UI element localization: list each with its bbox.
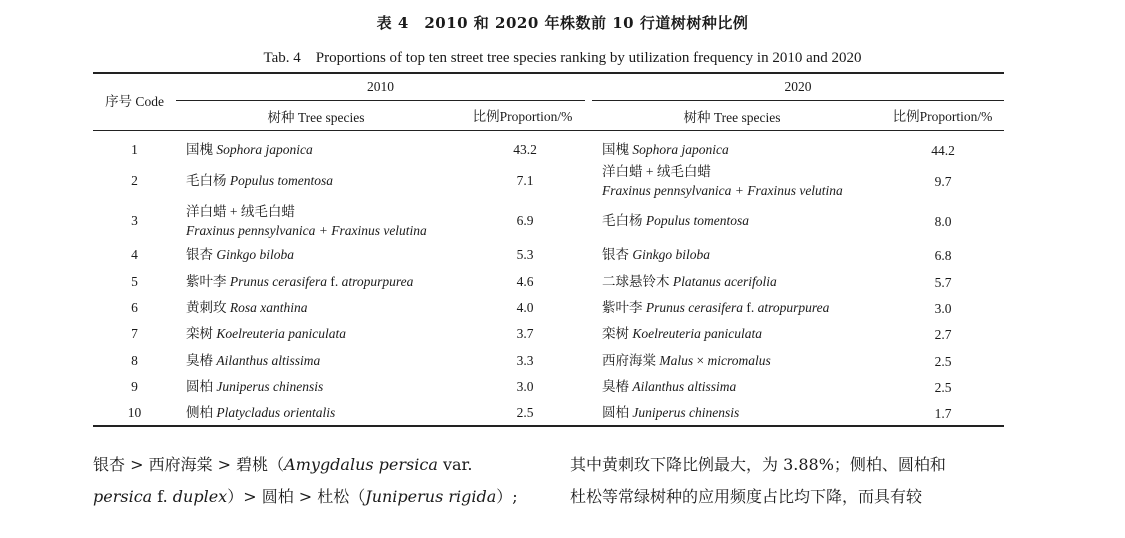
proportion-2020: 1.7 bbox=[934, 406, 952, 421]
species-2020: 二球悬铃木 Platanus acerifolia bbox=[602, 274, 777, 289]
body-right-line-2: 杜松等常绿树种的应用频度占比均下降，而具有较 bbox=[570, 487, 923, 506]
species-2010: 栾树 Koelreuteria paniculata bbox=[186, 326, 346, 341]
row-code: 7 bbox=[131, 326, 138, 341]
species-2020: 栾树 Koelreuteria paniculata bbox=[602, 326, 762, 341]
species-2020: 圆柏 Juniperus chinensis bbox=[602, 405, 740, 420]
species-2010-latin: Fraxinus pennsylvanica + Fraxinus velutina bbox=[186, 223, 427, 238]
bottom-rule bbox=[93, 425, 1004, 427]
row-code: 6 bbox=[131, 300, 138, 315]
species-2010: 紫叶李 Prunus cerasifera f. atropurpurea bbox=[186, 274, 414, 289]
header-year-2020: 2020 bbox=[784, 79, 812, 94]
proportion-2010: 3.7 bbox=[516, 326, 534, 341]
species-2010: 国槐 Sophora japonica bbox=[186, 142, 313, 157]
row-code: 2 bbox=[131, 173, 138, 188]
species-2020-latin: Fraxinus pennsylvanica + Fraxinus velutina bbox=[602, 183, 843, 198]
species-2020: 银杏 Ginkgo biloba bbox=[602, 247, 710, 262]
table-title-en: Tab. 4 Proportions of top ten street tree species ranking by utilization frequency in 2010 and 2020 bbox=[263, 50, 862, 66]
species-2020: 臭椿 Ailanthus altissima bbox=[602, 379, 737, 394]
proportion-2010: 3.0 bbox=[516, 379, 534, 394]
row-code: 10 bbox=[127, 405, 142, 420]
top-rule bbox=[93, 72, 1004, 74]
proportion-2010: 2.5 bbox=[516, 405, 534, 420]
row-code: 5 bbox=[131, 274, 138, 289]
species-2020-cn: 洋白蜡 + 绒毛白蜡 bbox=[602, 164, 711, 179]
row-code: 1 bbox=[131, 142, 138, 157]
species-2010: 毛白杨 Populus tomentosa bbox=[186, 173, 333, 188]
species-2010: 侧柏 Platycladus orientalis bbox=[186, 405, 336, 420]
proportion-2020: 3.0 bbox=[934, 301, 952, 316]
species-2020: 毛白杨 Populus tomentosa bbox=[602, 213, 749, 228]
proportion-2020: 9.7 bbox=[934, 174, 952, 189]
species-2010: 黄刺玫 Rosa xanthina bbox=[186, 300, 308, 315]
header-species-2010: 树种 Tree species bbox=[267, 110, 365, 125]
proportion-2010: 4.0 bbox=[516, 300, 534, 315]
body-left-line-1: 银杏 > 西府海棠 > 碧桃（Amygdalus persica var. bbox=[93, 455, 473, 474]
species-2010-cn: 洋白蜡 + 绒毛白蜡 bbox=[186, 204, 295, 219]
header-code: 序号 Code bbox=[105, 94, 164, 109]
species-2020: 紫叶李 Prunus cerasifera f. atropurpurea bbox=[602, 300, 830, 315]
proportion-2020: 2.5 bbox=[934, 380, 952, 395]
proportion-2020: 44.2 bbox=[931, 143, 955, 158]
proportion-2020: 2.7 bbox=[934, 327, 952, 342]
proportion-2010: 4.6 bbox=[516, 274, 534, 289]
header-species-2020: 树种 Tree species bbox=[683, 110, 781, 125]
body-right-line-1: 其中黄刺玫下降比例最大，为 3.88%；侧柏、圆柏和 bbox=[570, 455, 946, 474]
proportion-2020: 6.8 bbox=[934, 248, 952, 263]
year-rule-2010 bbox=[176, 100, 585, 101]
proportion-2010: 3.3 bbox=[516, 353, 534, 368]
proportion-2010: 5.3 bbox=[516, 247, 534, 262]
row-code: 9 bbox=[131, 379, 138, 394]
header-year-2010: 2010 bbox=[367, 79, 394, 94]
species-2020: 西府海棠 Malus × micromalus bbox=[602, 353, 771, 368]
row-code: 8 bbox=[131, 353, 138, 368]
proportion-2010: 6.9 bbox=[516, 213, 534, 228]
header-proportion-2010: 比例Proportion/% bbox=[472, 109, 573, 124]
species-2010: 圆柏 Juniperus chinensis bbox=[186, 379, 324, 394]
row-code: 4 bbox=[131, 247, 138, 262]
proportion-2020: 8.0 bbox=[934, 214, 952, 229]
proportion-2020: 2.5 bbox=[934, 354, 952, 369]
row-code: 3 bbox=[131, 213, 138, 228]
species-2010: 银杏 Ginkgo biloba bbox=[186, 247, 294, 262]
proportion-2010: 7.1 bbox=[516, 173, 534, 188]
table-title-cn: 表 4 2010 和 2020 年株数前 10 行道树树种比例 bbox=[376, 14, 749, 32]
proportion-2020: 5.7 bbox=[934, 275, 952, 290]
species-2010: 臭椿 Ailanthus altissima bbox=[186, 353, 321, 368]
header-proportion-2020: 比例Proportion/% bbox=[892, 109, 993, 124]
species-2020: 国槐 Sophora japonica bbox=[602, 142, 729, 157]
year-rule-2020 bbox=[592, 100, 1004, 101]
header-bottom-rule bbox=[93, 130, 1004, 131]
proportion-2010: 43.2 bbox=[513, 142, 537, 157]
body-left-line-2: persica f. duplex）> 圆柏 > 杜松（Juniperus rigida）; bbox=[93, 487, 518, 506]
